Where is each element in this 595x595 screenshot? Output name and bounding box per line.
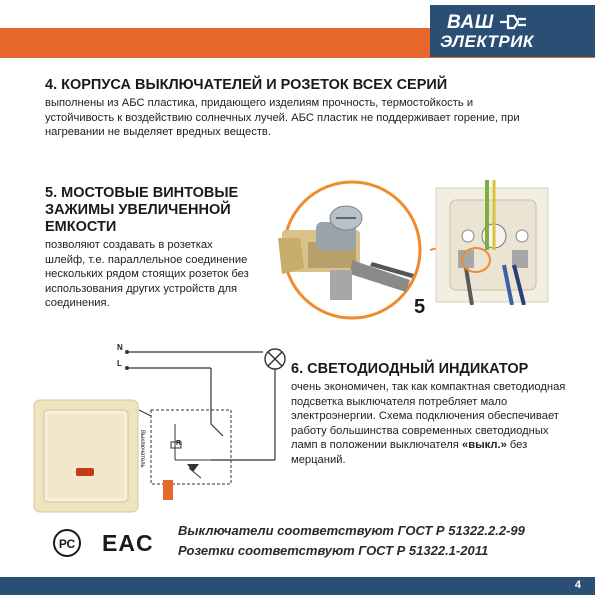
standard-sockets: Розетки соответствуют ГОСТ Р 51322.1-2011 bbox=[178, 543, 489, 558]
diagram-label-n: N bbox=[117, 343, 123, 352]
section-5-body: позволяют создавать в розетках шлейф, т.е. параллельное соединение нескольких рядом стоящих розеток без использования других устройств для соединения. bbox=[45, 239, 249, 309]
section-5-title: 5. МОСТОВЫЕ ВИНТОВЫЕ ЗАЖИМЫ УВЕЛИЧЕННОЙ ЕМКОСТИ bbox=[45, 185, 239, 235]
section-6-body-emphasis: «выкл.» bbox=[461, 439, 507, 451]
rostest-icon bbox=[52, 528, 82, 558]
section-4-body: выполнены из АБС пластика, придающего изделиям прочность, термостойкость и устойчивость к воздействию солнечных лучей. АБС пластик не поддерживает горение, при нагревании не выделяет вредных веществ. bbox=[45, 97, 520, 138]
footer-bar bbox=[0, 577, 595, 595]
terminal-closeup-image bbox=[260, 178, 440, 328]
eac-mark: EAC bbox=[102, 530, 154, 556]
lamp-icon bbox=[263, 347, 287, 371]
section-4-title: 4. КОРПУСА ВЫКЛЮЧАТЕЛЕЙ И РОЗЕТОК ВСЕХ СЕРИЙ bbox=[45, 77, 448, 93]
orange-led-wire bbox=[163, 480, 173, 500]
section-6-title: 6. СВЕТОДИОДНЫЙ ИНДИКАТОР bbox=[291, 361, 529, 377]
logo-text-line2: ЭЛЕКТРИК bbox=[440, 32, 534, 51]
socket-image bbox=[432, 180, 552, 305]
section-6-body-text: очень экономичен, так как компактная светодиодная подсветка выключателя потребляет мало электроэнергии. Схема подключения обеспечивает работу большинства современных светодиодных ламп в положении выключателя bbox=[291, 381, 566, 451]
section-6-body-end: без мерцаний. bbox=[291, 439, 528, 466]
standards-text bbox=[178, 521, 525, 561]
standard-switches: Выключатели соответствуют ГОСТ Р 51322.2.2-99 bbox=[178, 523, 525, 538]
plug-icon bbox=[498, 13, 530, 31]
diagram-label-l: L bbox=[117, 359, 122, 368]
section-6-body bbox=[291, 380, 576, 467]
figure-label: 5 bbox=[414, 296, 426, 318]
logo-text-line1: ВАШ bbox=[447, 12, 494, 33]
page-number: 4 bbox=[574, 579, 581, 591]
diagram-label-switch: Выключатель bbox=[139, 430, 145, 468]
svg-text:РС: РС bbox=[58, 537, 76, 551]
diagram-label-r: R bbox=[176, 440, 182, 447]
switch-image bbox=[32, 398, 140, 514]
